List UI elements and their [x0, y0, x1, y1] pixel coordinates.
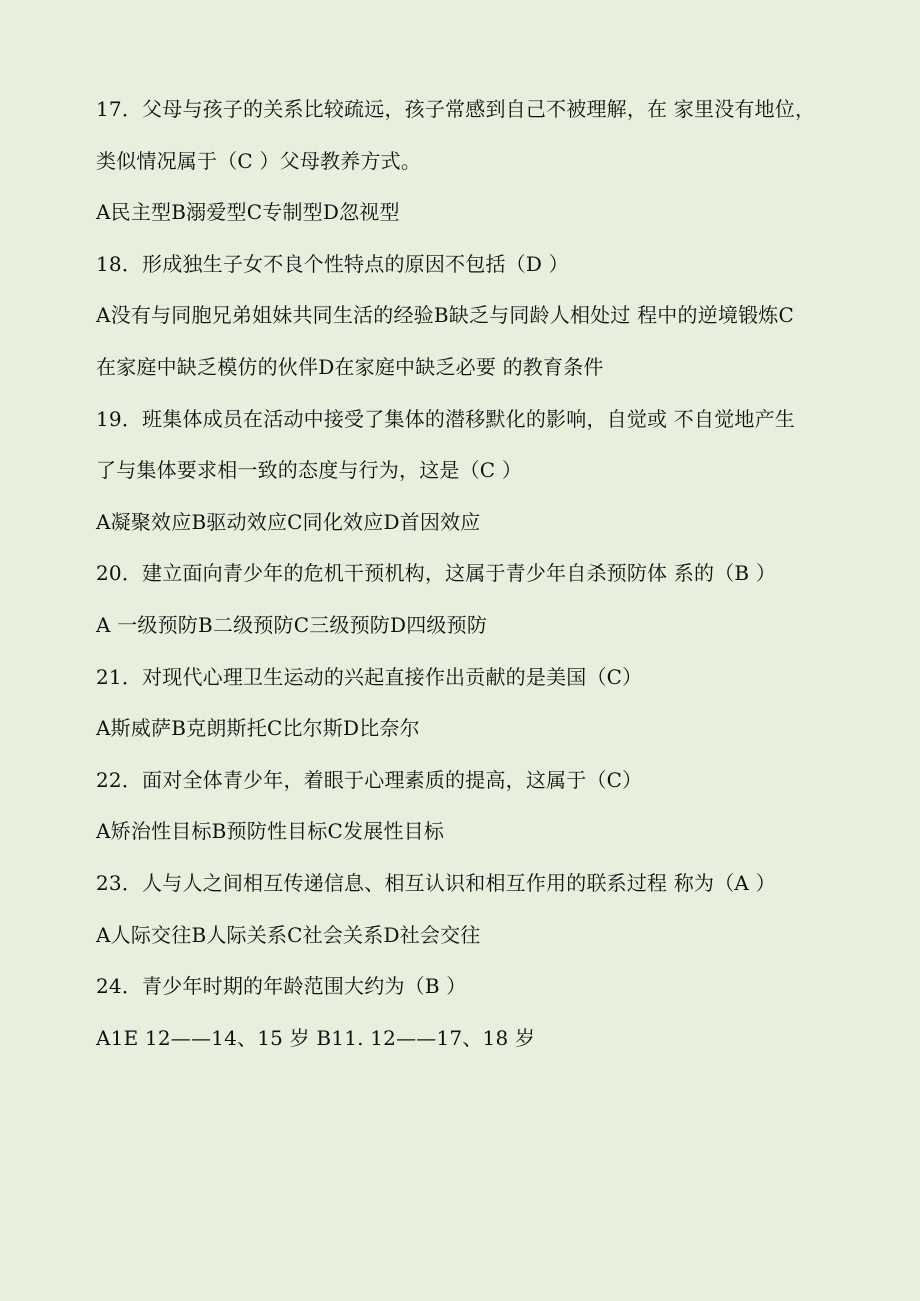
question-18-options-line-2: 在家庭中缺乏模仿的伙伴D在家庭中缺乏必要 的教育条件 [96, 354, 604, 379]
question-18-options-line-1: A没有与同胞兄弟姐妹共同生活的经验B缺乏与同龄人相处过 程中的逆境锻炼C [96, 303, 795, 328]
question-19-line-2: 了与集体要求相一致的态度与行为，这是（C ） [96, 458, 523, 483]
question-20-line-1: 20．建立面向青少年的危机干预机构，这属于青少年自杀预防体 系的（B ） [96, 561, 777, 586]
question-21-options: A斯威萨B克朗斯托C比尔斯D比奈尔 [96, 716, 420, 741]
question-17-options: A民主型B溺爱型C专制型D忽视型 [96, 200, 400, 225]
question-22-options: A矫治性目标B预防性目标C发展性目标 [96, 819, 445, 844]
question-24-line-1: 24．青少年时期的年龄范围大约为（B ） [96, 974, 467, 999]
question-19-options: A凝聚效应B驱动效应C同化效应D首因效应 [96, 509, 481, 534]
question-23-line-1: 23．人与人之间相互传递信息、相互认识和相互作用的联系过程 称为（A ） [96, 870, 776, 895]
question-23-options: A人际交往B人际关系C社会关系D社会交往 [96, 922, 481, 947]
question-18-line-1: 18．形成独生子女不良个性特点的原因不包括（D ） [96, 251, 569, 276]
question-24-options: A1E 12——14、15 岁 B11. 12——17、18 岁 [96, 1025, 536, 1050]
question-17-line-1: 17．父母与孩子的关系比较疏远，孩子常感到自己不被理解，在 家里没有地位， [96, 97, 816, 121]
question-20-options: A 一级预防B二级预防C三级预防D四级预防 [96, 612, 488, 637]
question-19-line-1: 19．班集体成员在活动中接受了集体的潜移默化的影响，自觉或 不自觉地产生 [96, 406, 796, 431]
question-22-line-1: 22．面对全体青少年，着眼于心理素质的提高，这属于（C） [96, 767, 643, 792]
question-21-line-1: 21．对现代心理卫生运动的兴起直接作出贡献的是美国（C） [96, 664, 643, 689]
question-17-line-2: 类似情况属于（C ）父母教养方式。 [96, 148, 422, 173]
